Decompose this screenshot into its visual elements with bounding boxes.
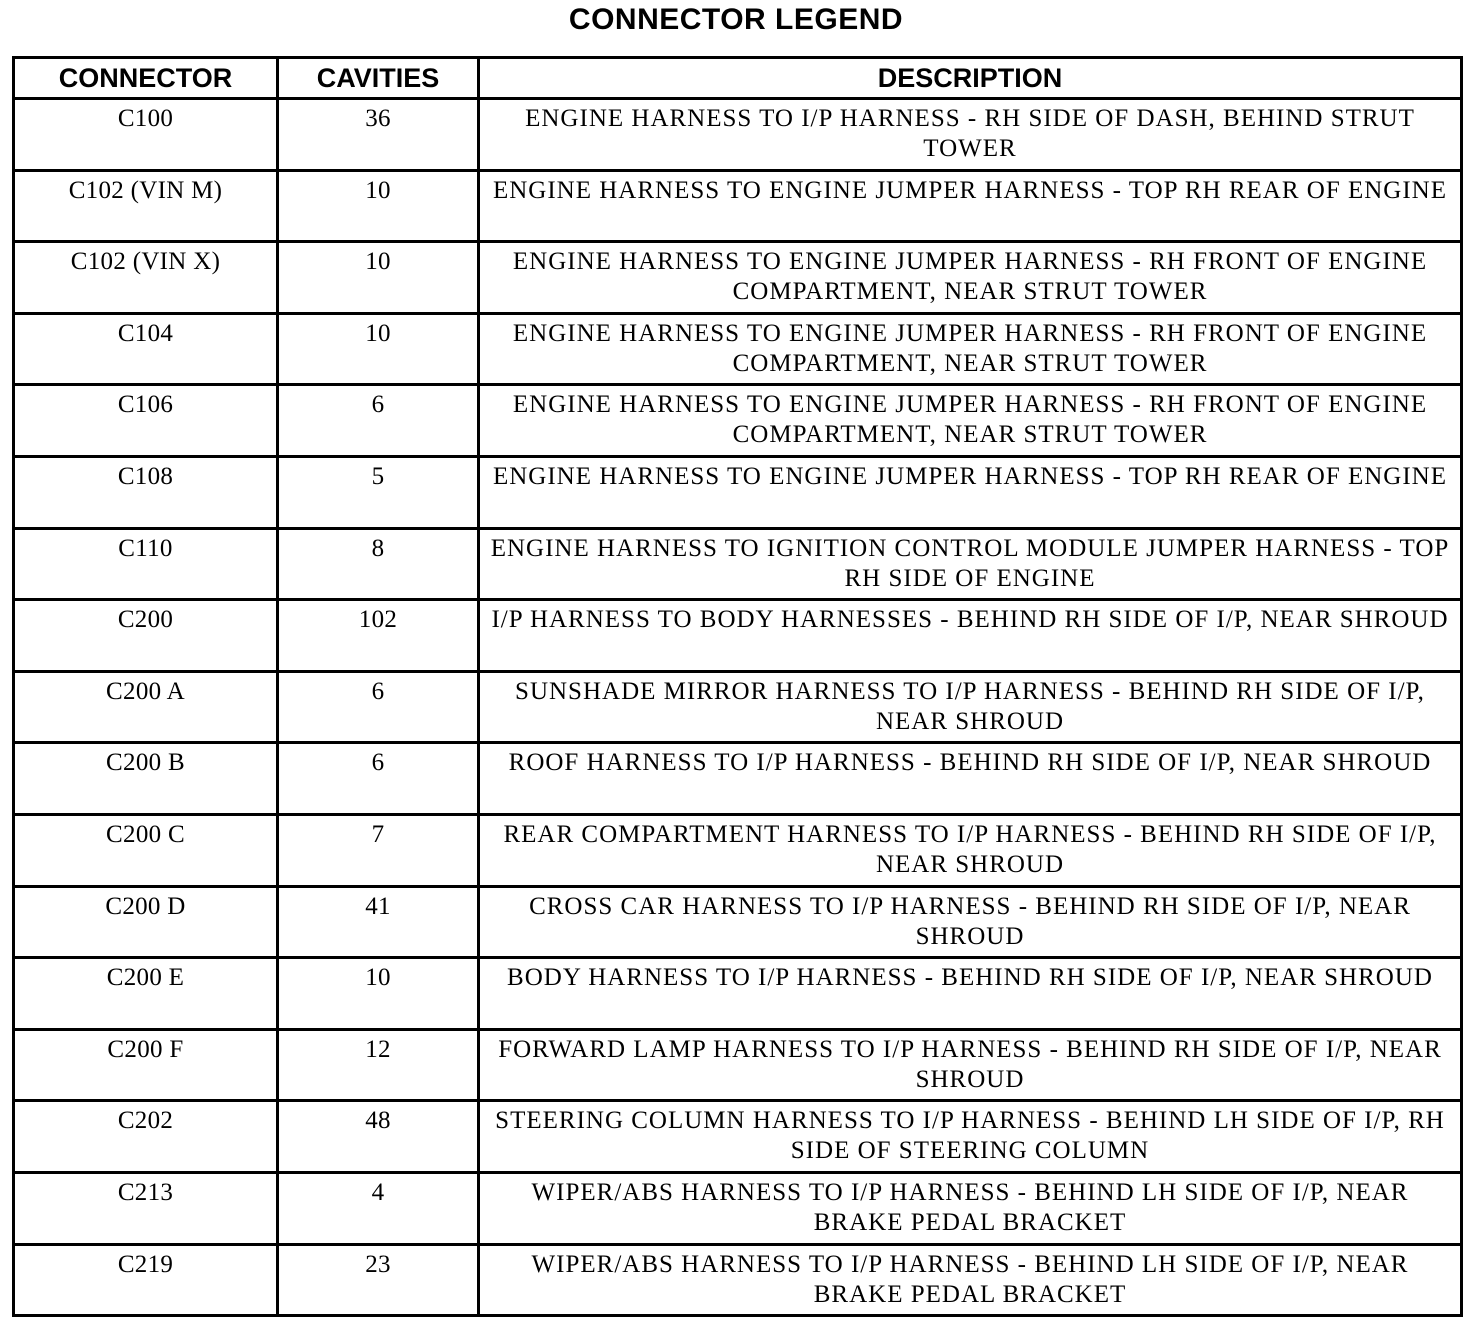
header-cavities: CAVITIES	[278, 58, 479, 99]
cavities-cell: 10	[278, 313, 479, 385]
cavities-cell: 23	[278, 1244, 479, 1316]
cavities-cell: 48	[278, 1101, 479, 1173]
connector-cell: C200 C	[14, 814, 278, 886]
description-cell: FORWARD LAMP HARNESS TO I/P HARNESS - BEHIND RH SIDE OF I/P, NEAR SHROUD	[479, 1029, 1462, 1101]
cavities-cell: 10	[278, 170, 479, 242]
connector-cell: C108	[14, 456, 278, 528]
table-row	[14, 313, 1462, 385]
table-row	[14, 99, 1462, 171]
connector-cell: C213	[14, 1172, 278, 1244]
description-cell: ROOF HARNESS TO I/P HARNESS - BEHIND RH SIDE OF I/P, NEAR SHROUD	[479, 743, 1462, 815]
table-row	[14, 886, 1462, 958]
table-row	[14, 1172, 1462, 1244]
table-row	[14, 1244, 1462, 1316]
table-header	[14, 58, 1462, 99]
connector-cell: C106	[14, 385, 278, 457]
description-cell: I/P HARNESS TO BODY HARNESSES - BEHIND RH SIDE OF I/P, NEAR SHROUD	[479, 600, 1462, 672]
description-cell: REAR COMPARTMENT HARNESS TO I/P HARNESS - BEHIND RH SIDE OF I/P, NEAR SHROUD	[479, 814, 1462, 886]
description-cell: ENGINE HARNESS TO IGNITION CONTROL MODULE JUMPER HARNESS - TOP RH SIDE OF ENGINE	[479, 528, 1462, 600]
table-row	[14, 1029, 1462, 1101]
cavities-cell: 6	[278, 385, 479, 457]
cavities-cell: 6	[278, 671, 479, 743]
cavities-cell: 10	[278, 242, 479, 314]
connector-cell: C200 B	[14, 743, 278, 815]
cavities-cell: 8	[278, 528, 479, 600]
cavities-cell: 102	[278, 600, 479, 672]
description-cell: ENGINE HARNESS TO I/P HARNESS - RH SIDE OF DASH, BEHIND STRUT TOWER	[479, 99, 1462, 171]
connector-cell: C219	[14, 1244, 278, 1316]
description-cell: SUNSHADE MIRROR HARNESS TO I/P HARNESS - BEHIND RH SIDE OF I/P, NEAR SHROUD	[479, 671, 1462, 743]
connector-cell: C110	[14, 528, 278, 600]
cavities-cell: 10	[278, 958, 479, 1030]
page-title: CONNECTOR LEGEND	[568, 3, 904, 36]
table-row	[14, 671, 1462, 743]
description-cell: BODY HARNESS TO I/P HARNESS - BEHIND RH SIDE OF I/P, NEAR SHROUD	[479, 958, 1462, 1030]
table-row	[14, 170, 1462, 242]
description-cell: ENGINE HARNESS TO ENGINE JUMPER HARNESS - RH FRONT OF ENGINE COMPARTMENT, NEAR STRUT TOWER	[479, 385, 1462, 457]
connector-cell: C200 A	[14, 671, 278, 743]
connector-cell: C100	[14, 99, 278, 171]
table-row	[14, 958, 1462, 1030]
description-cell: WIPER/ABS HARNESS TO I/P HARNESS - BEHIND LH SIDE OF I/P, NEAR BRAKE PEDAL BRACKET	[479, 1172, 1462, 1244]
cavities-cell: 36	[278, 99, 479, 171]
description-cell: STEERING COLUMN HARNESS TO I/P HARNESS - BEHIND LH SIDE OF I/P, RH SIDE OF STEERING COLUMN	[479, 1101, 1462, 1173]
description-cell: ENGINE HARNESS TO ENGINE JUMPER HARNESS - RH FRONT OF ENGINE COMPARTMENT, NEAR STRUT TOWER	[479, 242, 1462, 314]
connector-cell: C202	[14, 1101, 278, 1173]
header-row	[14, 58, 1462, 99]
table-row	[14, 814, 1462, 886]
connector-cell: C102 (VIN X)	[14, 242, 278, 314]
cavities-cell: 12	[278, 1029, 479, 1101]
description-cell: ENGINE HARNESS TO ENGINE JUMPER HARNESS - TOP RH REAR OF ENGINE	[479, 456, 1462, 528]
cavities-cell: 6	[278, 743, 479, 815]
connector-cell: C102 (VIN M)	[14, 170, 278, 242]
cavities-cell: 5	[278, 456, 479, 528]
connector-legend-table	[12, 56, 1463, 1317]
connector-cell: C200 D	[14, 886, 278, 958]
connector-cell: C104	[14, 313, 278, 385]
table-row	[14, 528, 1462, 600]
header-description: DESCRIPTION	[479, 58, 1462, 99]
connector-cell: C200 E	[14, 958, 278, 1030]
cavities-cell: 4	[278, 1172, 479, 1244]
table-row	[14, 385, 1462, 457]
description-cell: CROSS CAR HARNESS TO I/P HARNESS - BEHIND RH SIDE OF I/P, NEAR SHROUD	[479, 886, 1462, 958]
table-row	[14, 456, 1462, 528]
table-row	[14, 600, 1462, 672]
connector-cell: C200 F	[14, 1029, 278, 1101]
table-row	[14, 743, 1462, 815]
description-cell: ENGINE HARNESS TO ENGINE JUMPER HARNESS - TOP RH REAR OF ENGINE	[479, 170, 1462, 242]
table-row	[14, 242, 1462, 314]
header-connector: CONNECTOR	[14, 58, 278, 99]
description-cell: ENGINE HARNESS TO ENGINE JUMPER HARNESS - RH FRONT OF ENGINE COMPARTMENT, NEAR STRUT TOWER	[479, 313, 1462, 385]
cavities-cell: 41	[278, 886, 479, 958]
description-cell: WIPER/ABS HARNESS TO I/P HARNESS - BEHIND LH SIDE OF I/P, NEAR BRAKE PEDAL BRACKET	[479, 1244, 1462, 1316]
table-body	[14, 99, 1462, 1316]
cavities-cell: 7	[278, 814, 479, 886]
table-row	[14, 1101, 1462, 1173]
connector-cell: C200	[14, 600, 278, 672]
